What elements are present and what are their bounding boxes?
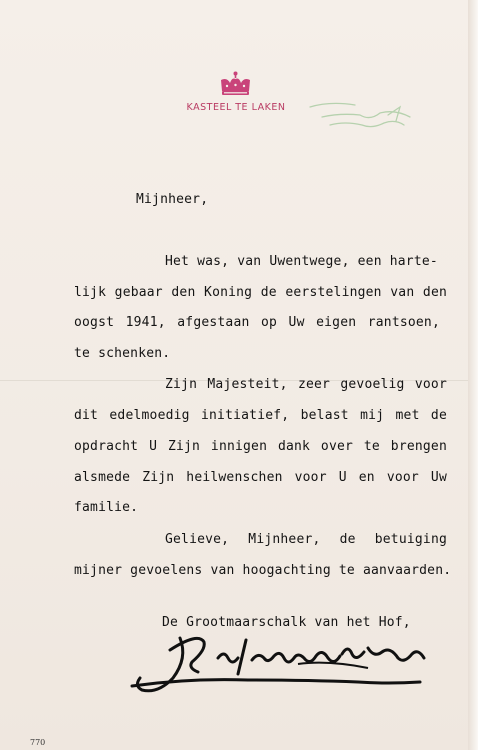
footer-number: 770 [30,738,46,747]
para2-line3: opdracht U Zijn innigen dank over te brengen [74,439,447,454]
para1-line4: te schenken. [74,346,171,361]
para1-line2: lijk gebaar den Koning de eerstelingen van den [74,285,447,300]
para2-line5: familie. [74,500,139,515]
para3-line1: Gelieve, Mijnheer, de betuiging [165,532,447,547]
crown-icon [219,71,252,97]
closing: De Grootmaarschalk van het Hof, [162,615,411,630]
para2-line1: Zijn Majesteit, zeer gevoelig voor [165,377,447,392]
para3-line2: mijner gevoelens van hoogachting te aanvaarden. [74,563,452,578]
para1-line1: Het was, van Uwentwege, een harte- [165,254,438,269]
para2-line4: alsmede Zijn heilwenschen voor U en voor Uw [74,470,447,485]
letterhead-title: KASTEEL TE LAKEN [186,102,286,113]
salutation: Mijnheer, [136,192,209,207]
green-stamp [300,95,420,140]
signature [128,628,438,700]
para2-line2: dit edelmoedig initiatief, belast mij met de [74,408,447,423]
para1-line3: oogst 1941, afgestaan op Uw eigen rantsoen, [74,315,440,330]
